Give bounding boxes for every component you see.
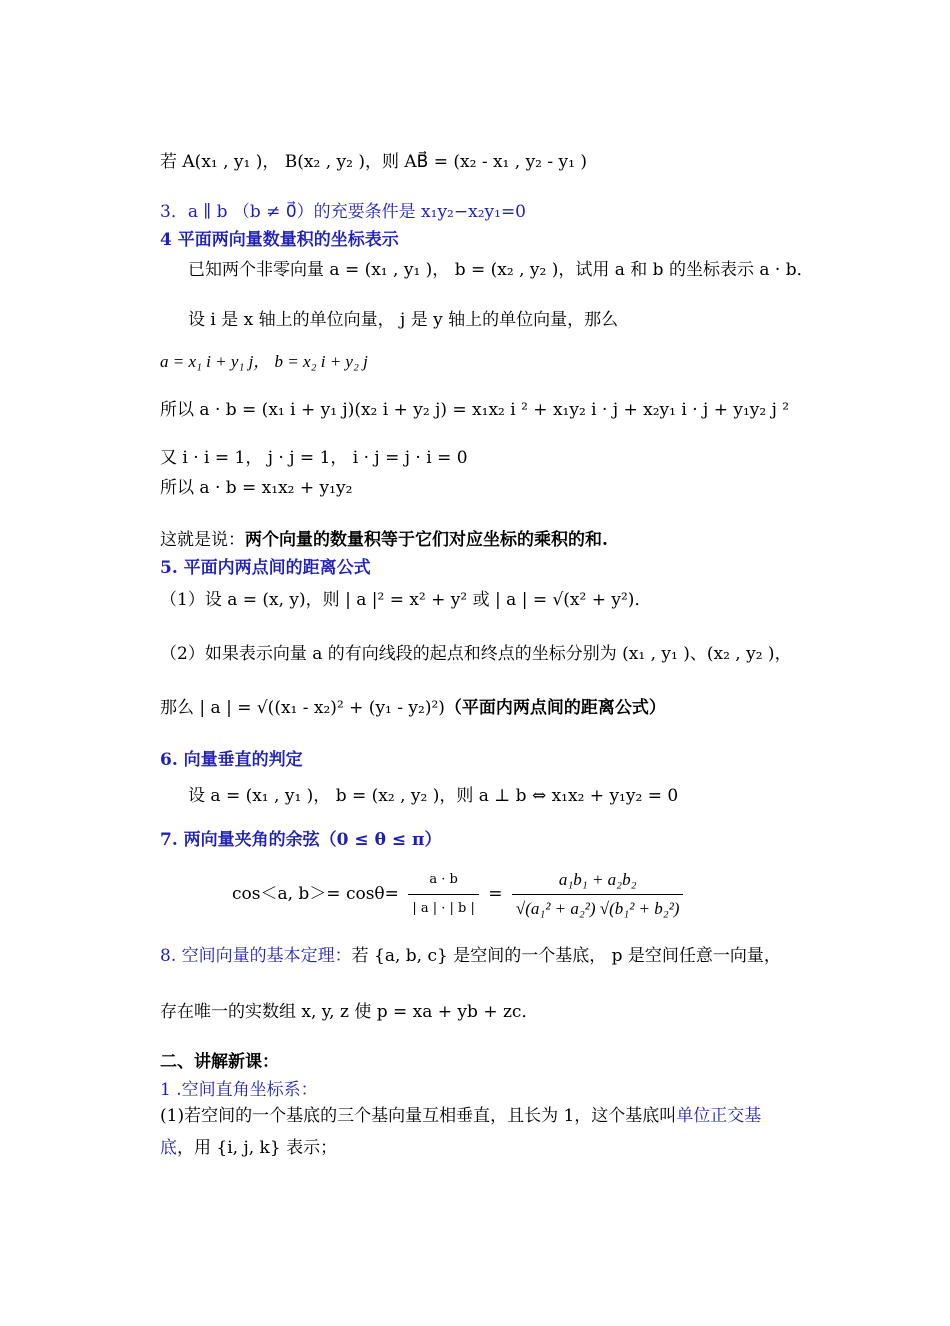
fraction-coordinates bbox=[512, 866, 684, 923]
line-orthonormal-basis bbox=[160, 1104, 761, 1128]
text: 7. 两向量夹角的余弦（0 ≤ θ ≤ π） bbox=[160, 830, 442, 850]
heading-space-coordinates bbox=[160, 1078, 318, 1102]
numerator: a · b bbox=[408, 866, 479, 895]
line-unit-vectors bbox=[188, 308, 618, 332]
line-coordinate-ab bbox=[160, 150, 587, 174]
denominator: | a | · | b | bbox=[412, 901, 475, 916]
conclusion-bold: 两个向量的数量积等于它们对应坐标的乘积的和. bbox=[245, 530, 608, 550]
line-dot-expansion bbox=[160, 398, 789, 422]
equals: = bbox=[488, 884, 503, 904]
text: 这就是说： bbox=[160, 530, 245, 550]
heading-distance bbox=[160, 556, 371, 580]
line-basis-notation bbox=[160, 1136, 337, 1160]
fraction-dot-over-norms bbox=[408, 866, 479, 923]
text: a = x₁ i + y₁ j， b = x₂ i + y₂ j bbox=[160, 352, 368, 371]
heading-dot-product bbox=[160, 228, 399, 252]
text: 设 a = (x₁ , y₁ )， b = (x₂ , y₂ )，则 a ⊥ b ⇔ x₁x₂ + y₁y₂ = 0 bbox=[188, 786, 679, 806]
line-conclusion bbox=[160, 528, 608, 552]
text: (1)若空间的一个基底的三个基向量互相垂直，且长为 1，这个基底叫 bbox=[160, 1106, 677, 1126]
text: （2）如果表示向量 a 的有向线段的起点和终点的坐标分别为 (x₁ , y₁ )、(x₂ , y₂ )， bbox=[160, 644, 792, 664]
line-perpendicular-condition bbox=[188, 784, 678, 808]
text: 若 A(x₁ , y₁ )， B(x₂ , y₂ )，则 AB⃗ = (x₂ - x₁ , y₂ - y₁ ) bbox=[160, 152, 588, 172]
text: 二、讲解新课： bbox=[160, 1052, 279, 1072]
line-dot-result bbox=[160, 476, 352, 500]
term-highlight: 单位正交基 bbox=[676, 1106, 762, 1126]
text: 所以 a · b = (x₁ i + y₁ j)(x₂ i + y₂ j) = x₁x₂ i ² + x₁y₂ i · j + x₂y₁ i · j + y₁y₂ j ² bbox=[160, 400, 790, 420]
line-unit-products bbox=[160, 446, 468, 470]
text: 所以 a · b = x₁x₂ + y₁y₂ bbox=[160, 478, 353, 498]
text: 3．a ∥ b （b ≠ 0⃗）的充要条件是 x₁y₂−x₂y₁=0 bbox=[160, 202, 526, 222]
line-cosine-formula bbox=[232, 866, 687, 923]
heading-angle-cosine bbox=[160, 828, 441, 852]
theorem-title: 8. 空间向量的基本定理： bbox=[160, 946, 352, 966]
formula-note: （平面内两点间的距离公式） bbox=[444, 698, 666, 718]
text: （1）设 a = (x, y)，则 | a |² = x² + y² 或 | a | = √(x² + y²)． bbox=[160, 590, 652, 610]
text: 5. 平面内两点间的距离公式 bbox=[160, 558, 371, 578]
text: 6. 向量垂直的判定 bbox=[160, 750, 303, 770]
line-unique-reals bbox=[160, 1000, 538, 1024]
denominator: √(a₁² + a₂²) √(b₁² + b₂²) bbox=[515, 899, 680, 918]
text: ，用 {i, j, k} 表示； bbox=[177, 1138, 338, 1158]
line-directed-segment bbox=[160, 642, 792, 666]
heading-perpendicular bbox=[160, 748, 303, 772]
cos-label: cos＜a, b＞= cosθ= bbox=[232, 884, 399, 904]
line-parallel-condition bbox=[160, 200, 526, 224]
line-vector-decomposition bbox=[160, 350, 368, 374]
term-highlight: 底 bbox=[160, 1138, 177, 1158]
text: 4 平面两向量数量积的坐标表示 bbox=[160, 230, 399, 250]
text: 1 .空间直角坐标系： bbox=[160, 1080, 318, 1100]
line-magnitude bbox=[160, 588, 651, 612]
line-given-vectors bbox=[188, 258, 814, 282]
text: 又 i · i = 1， j · j = 1， i · j = j · i = 0 bbox=[160, 448, 468, 468]
text: 已知两个非零向量 a = (x₁ , y₁ )， b = (x₂ , y₂ )，试用 a 和 b 的坐标表示 a · b． bbox=[188, 260, 814, 280]
text: 设 i 是 x 轴上的单位向量， j 是 y 轴上的单位向量，那么 bbox=[188, 310, 619, 330]
text: 那么 | a | = √((x₁ - x₂)² + (y₁ - y₂)²) bbox=[160, 698, 445, 718]
line-space-basis-theorem bbox=[160, 944, 781, 968]
numerator: a₁b₁ + a₂b₂ bbox=[512, 866, 684, 895]
heading-new-lesson bbox=[160, 1050, 279, 1074]
line-distance-formula bbox=[160, 696, 666, 720]
text: 存在唯一的实数组 x, y, z 使 p = xa + yb + zc． bbox=[160, 1002, 539, 1022]
text: 若 {a, b, c} 是空间的一个基底， p 是空间任意一向量， bbox=[351, 946, 781, 966]
